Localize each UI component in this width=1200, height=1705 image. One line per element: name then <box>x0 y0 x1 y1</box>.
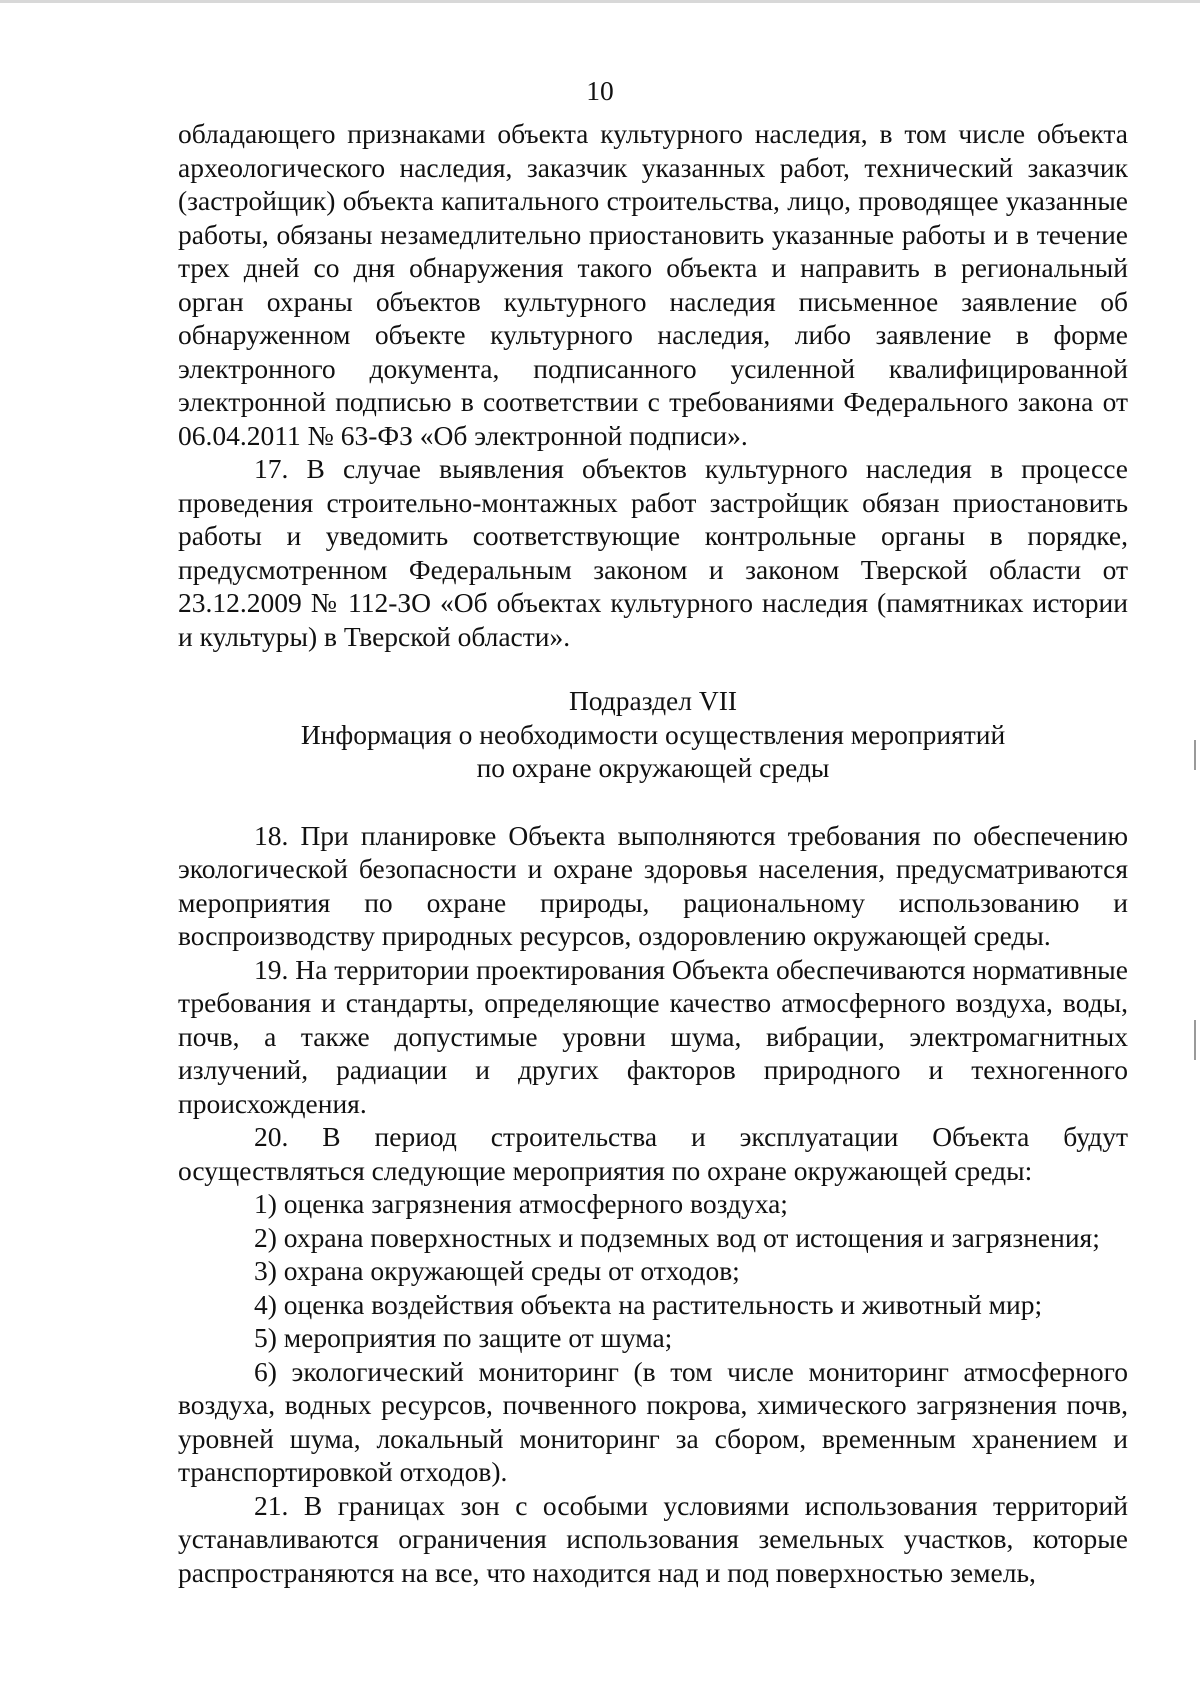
document-body <box>178 117 1128 1589</box>
paragraph-continued: обладающего признаками объекта культурного наследия, в том числе объекта археологического наследия, заказчик указанных работ, технический заказчик (застройщик) объекта капитального строительства, лицо, проводящее указанные работы, обязаны незамедлительно приостановить указанные работы и в течение трех дней со дня обнаружения такого объекта и направить в региональный орган охраны объектов культурного наследия письменное заявление об обнаруженном объекте культурного наследия, либо заявление в форме электронного документа, подписанного усиленной квалифицированной электронной подписью в соответствии с требованиями Федерального закона от 06.04.2011 № 63-ФЗ «Об электронной подписи». <box>178 118 1128 451</box>
section-heading <box>178 684 1128 785</box>
list-item-5: 5) мероприятия по защите от шума; <box>254 1322 673 1353</box>
paragraph-20: 20. В период строительства и эксплуатации Объекта будут осуществляться следующие мероприятия по охране окружающей среды: <box>178 1121 1128 1186</box>
list-item-1: 1) оценка загрязнения атмосферного воздуха; <box>254 1188 788 1219</box>
scan-margin-mark <box>1194 740 1196 770</box>
paragraph-17: 17. В случае выявления объектов культурного наследия в процессе проведения строительно-монтажных работ застройщик обязан приостановить работы и уведомить соответствующие контрольные органы в порядке, предусмотренном Федеральным законом и законом Тверской области от 23.12.2009 № 112-ЗО «Об объектах культурного наследия (памятниках истории и культуры) в Тверской области». <box>178 453 1128 652</box>
paragraph-21: 21. В границах зон с особыми условиями использования территорий устанавливаются ограничения использования земельных участков, которые распространяются на все, что находится над и под поверхностью земель, <box>178 1489 1128 1588</box>
section-title-line-1: Информация о необходимости осуществления мероприятий <box>300 718 1006 750</box>
list-item-2: 2) охрана поверхностных и подземных вод от истощения и загрязнения; <box>254 1221 1100 1253</box>
paragraph-18: 18. При планировке Объекта выполняются требования по обеспечению экологической безопасности и охране здоровья населения, предусматриваются мероприятия по охране природы, рациональному использованию и воспроизводству природных ресурсов, оздоровлению окружающей среды. <box>178 819 1128 951</box>
section-title-line-2: по охране окружающей среды <box>476 752 830 783</box>
scan-top-edge <box>0 0 1200 3</box>
list-item-4: 4) оценка воздействия объекта на растительность и животный мир; <box>254 1288 1043 1320</box>
page-number: 10 <box>586 75 614 106</box>
scan-margin-mark <box>1194 1020 1196 1060</box>
list-item-3: 3) охрана окружающей среды от отходов; <box>254 1255 740 1286</box>
subsection-label: Подраздел VII <box>568 685 738 716</box>
paragraph-19: 19. На территории проектирования Объекта обеспечиваются нормативные требования и стандарты, определяющие качество атмосферного воздуха, воды, почв, а также допустимые уровни шума, вибрации, электромагнитных излучений, радиации и других факторов природного и техногенного происхождения. <box>178 953 1128 1119</box>
list-item-6: 6) экологический мониторинг (в том числе мониторинг атмосферного воздуха, водных ресурсов, почвенного покрова, химического загрязнения почв, уровней шума, локальный мониторинг за сбором, временным хранением и транспортировкой отходов). <box>178 1355 1128 1487</box>
